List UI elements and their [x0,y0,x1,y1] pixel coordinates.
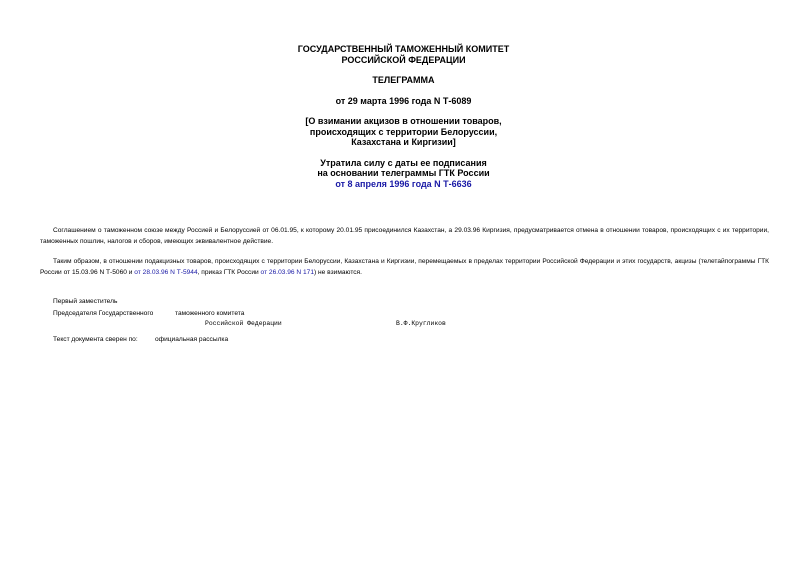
paragraph2-text-part2: , приказ ГТК России [197,269,261,276]
signature-position-line2a: Председателя Государственного [53,310,154,317]
document-date-number: от 29 марта 1996 года N Т-6089 [335,95,472,106]
document-title-line1: [О взимании акцизов в отношении товаров, [305,116,502,126]
document-title-line2: происходящих с территории Белоруссии, [309,126,498,137]
paragraph-excise-exemption [40,256,769,278]
verified-label: Текст документа сверен по: [53,336,138,343]
telegram-t5944-link[interactable]: от 28.03.96 N Т-5944 [134,269,198,276]
document-header [0,44,807,189]
signature-position-line2b: таможенного комитета [175,310,245,317]
paragraph-customs-union [40,225,769,247]
status-line2: на основании телеграммы ГТК России [317,168,490,178]
paragraph1-text: Соглашением о таможенном союзе между Россией и Белоруссией от 06.01.95, к которому 20.01.95 присоединился Казахстан, а 29.03.96 Киргизия, предусматривается отмена в отношении товаров, происходящих с их территории, таможенных пошлин, налогов и сборов, имеющих эквивалентное действие. [40,227,769,245]
paragraph2-text-part1: Таким образом, в отношении подакцизных товаров, происходящих с территории Белоруссии, Казахстана и Киргизии, перемещаемых в пределах территории Российской Федерации и этих государств, акцизы (телетайпограммы ГТК России от 15.03.96 N Т-5060 и [40,258,769,276]
signature-position-line1: Первый заместитель [53,298,118,305]
document-title-line3: Казахстана и Киргизии] [351,137,456,147]
agency-name-line1: ГОСУДАРСТВЕННЫЙ ТАМОЖЕННЫЙ КОМИТЕТ [297,44,510,54]
agency-name-line2: РОССИЙСКОЙ ФЕДЕРАЦИИ [341,54,466,65]
paragraph2-text-part3: ) не взимаются. [314,269,362,276]
verified-source: официальная рассылка [155,336,229,343]
repeal-telegram-link[interactable]: от 8 апреля 1996 года N Т-6636 [335,178,472,189]
status-line1: Утратила силу с даты ее подписания [320,157,487,168]
signer-name: В.Ф.Кругликов [396,320,446,327]
document-type: ТЕЛЕГРАММА [372,75,435,85]
signature-position-line3: Российской Федерации [205,320,282,327]
order-171-link[interactable]: от 26.03.96 N 171 [260,269,315,276]
